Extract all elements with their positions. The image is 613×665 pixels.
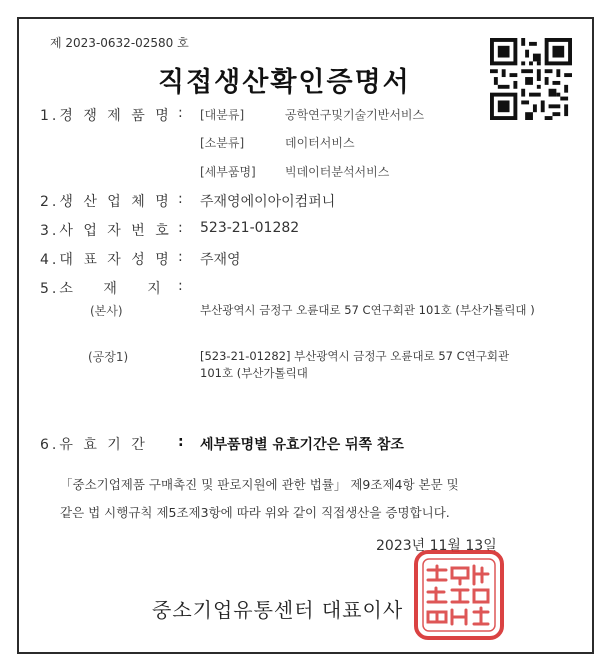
document-number: 제 2023-0632-02580 호 (50, 36, 189, 50)
ceo-value: 주재영 (200, 252, 241, 268)
statement-line-2: 같은 법 시행규칙 제5조제3항에 따라 위와 같이 직접생산을 증명합니다. (60, 505, 450, 520)
ceo-label: 4.대 표 자 성 명 (40, 252, 172, 268)
product-colon: : (178, 105, 183, 121)
category-minor-value: 데이터서비스 (285, 136, 355, 150)
category-minor-tag: [소분류] (200, 136, 245, 150)
validity-value: 세부품명별 유효기간은 뒤쪽 참조 (200, 437, 404, 453)
company-label: 2.생 산 업 체 명 (40, 194, 172, 210)
hq-tag: (본사) (90, 304, 123, 318)
validity-colon: : (178, 434, 184, 450)
issuer-signature: 중소기업유통센터 대표이사 (152, 598, 404, 622)
issue-date: 2023년 11월 13일 (376, 538, 497, 554)
bizno-label: 3.사 업 자 번 호 (40, 223, 172, 239)
statement-line-1: 「중소기업제품 구매촉진 및 판로지원에 관한 법률」 제9조제4항 본문 및 (60, 477, 459, 492)
factory-tag: (공장1) (88, 350, 129, 364)
category-detail-value: 빅데이터분석서비스 (285, 165, 390, 179)
company-colon: : (178, 191, 183, 207)
category-detail-tag: [세부품명] (200, 165, 256, 179)
category-major-tag: [대분류] (200, 108, 245, 122)
factory-address: [523-21-01282] 부산광역시 금정구 오륜대로 57 C연구회관 101호 (부산가톨릭대 (200, 349, 510, 380)
validity-label: 6.유 효 기 간 (40, 437, 148, 453)
ceo-colon: : (178, 249, 183, 265)
company-value: 주재영에이아이컴퍼니 (200, 194, 336, 210)
location-label: 5.소 재 지 (40, 281, 164, 297)
location-colon: : (178, 278, 183, 294)
bizno-value: 523-21-01282 (200, 220, 300, 236)
product-label: 1.경 쟁 제 품 명 (40, 108, 172, 124)
qr-code-icon (490, 38, 572, 120)
hq-address: 부산광역시 금정구 오륜대로 57 C연구회관 101호 (부산가톨릭대 ) (200, 303, 535, 317)
official-seal-icon (414, 550, 504, 640)
page-title: 직접생산확인증명서 (158, 67, 411, 98)
bizno-colon: : (178, 220, 183, 236)
category-major-value: 공학연구및기술기반서비스 (285, 108, 425, 122)
